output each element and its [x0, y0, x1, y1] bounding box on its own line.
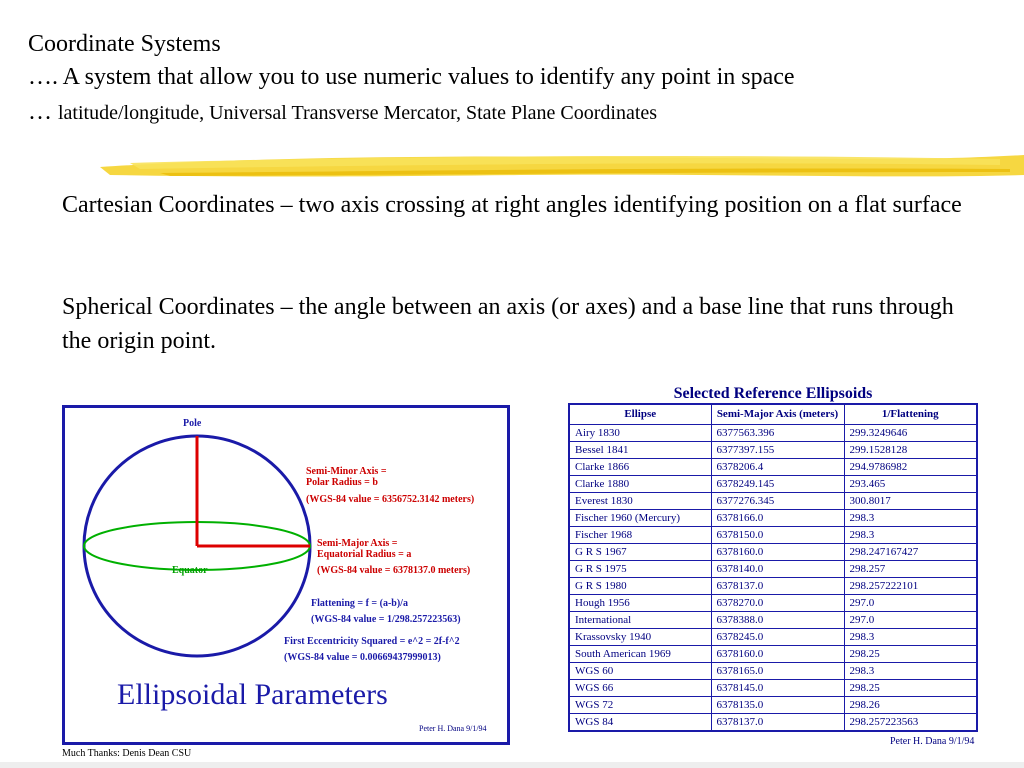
flattening-label: Flattening = f = (a-b)/a	[311, 598, 408, 609]
ellipse-name-cell: Hough 1956	[569, 595, 711, 612]
semi-major-cell: 6378165.0	[711, 663, 844, 680]
flattening-cell: 298.3	[844, 510, 977, 527]
table-row	[569, 595, 977, 612]
ellipse-name-cell: G R S 1975	[569, 561, 711, 578]
equator-label: Equator	[172, 565, 208, 576]
table-row	[569, 425, 977, 442]
flattening-cell: 297.0	[844, 612, 977, 629]
ellipse-name-cell: Clarke 1866	[569, 459, 711, 476]
flattening-cell: 298.3	[844, 663, 977, 680]
semi-minor-label-2: Polar Radius = b	[306, 477, 378, 488]
semi-major-cell: 6378166.0	[711, 510, 844, 527]
ellipse-name-cell: Airy 1830	[569, 425, 711, 442]
semi-major-cell: 6377397.155	[711, 442, 844, 459]
semi-major-cell: 6378150.0	[711, 527, 844, 544]
ellipse-name-cell: WGS 72	[569, 697, 711, 714]
slide-title: Coordinate Systems	[28, 31, 221, 57]
flattening-cell: 298.25	[844, 646, 977, 663]
spherical-paragraph: Spherical Coordinates – the angle between an axis (or axes) and a base line that runs through the origin point.	[62, 294, 954, 354]
table-row	[569, 527, 977, 544]
table-row	[569, 697, 977, 714]
semi-major-value: (WGS-84 value = 6378137.0 meters)	[317, 565, 471, 576]
semi-major-cell: 6378135.0	[711, 697, 844, 714]
ellipse-name-cell: G R S 1967	[569, 544, 711, 561]
examples-text: latitude/longitude, Universal Transverse Mercator, State Plane Coordinates	[58, 102, 658, 124]
flattening-cell: 298.257222101	[844, 578, 977, 595]
definition-line: …. A system that allow you to use numeric values to identify any point in space	[28, 64, 795, 90]
flattening-value: (WGS-84 value = 1/298.257223563)	[311, 614, 461, 625]
flattening-cell: 297.0	[844, 595, 977, 612]
ellipsoid-diagram	[62, 405, 510, 745]
table-row	[569, 544, 977, 561]
ellipse-name-cell: Everest 1830	[569, 493, 711, 510]
semi-minor-label-1: Semi-Minor Axis =	[306, 466, 387, 477]
semi-major-cell: 6378249.145	[711, 476, 844, 493]
footer-thanks: Much Thanks: Denis Dean CSU	[62, 748, 192, 759]
table-row	[569, 476, 977, 493]
flattening-cell: 298.3	[844, 527, 977, 544]
ellipse-name-cell: WGS 84	[569, 714, 711, 732]
ellipsoids-table-title: Selected Reference Ellipsoids	[673, 385, 873, 402]
ellipse-name-cell: Clarke 1880	[569, 476, 711, 493]
ellipse-name-cell: WGS 66	[569, 680, 711, 697]
semi-major-cell: 6377563.396	[711, 425, 844, 442]
semi-major-cell: 6378145.0	[711, 680, 844, 697]
semi-major-label-1: Semi-Major Axis =	[317, 538, 398, 549]
examples-line	[28, 98, 657, 129]
eccentricity-label: First Eccentricity Squared = e^2 = 2f-f^2	[284, 636, 460, 647]
diagram-title: Ellipsoidal Parameters	[117, 678, 388, 711]
eccentricity-value: (WGS-84 value = 0.00669437999013)	[284, 652, 441, 663]
flattening-cell: 294.9786982	[844, 459, 977, 476]
table-row	[569, 442, 977, 459]
table-credit: Peter H. Dana 9/1/94	[890, 736, 975, 747]
table-row	[569, 510, 977, 527]
semi-major-cell: 6378388.0	[711, 612, 844, 629]
ellipsoids-table	[568, 403, 978, 732]
table-body	[569, 425, 977, 732]
flattening-cell: 298.257223563	[844, 714, 977, 732]
ellipse-name-cell: WGS 60	[569, 663, 711, 680]
cartesian-paragraph: Cartesian Coordinates – two axis crossing at right angles identifying position on a flat surface	[62, 192, 962, 218]
table-row	[569, 561, 977, 578]
semi-major-cell: 6378137.0	[711, 578, 844, 595]
examples-prefix: …	[28, 99, 58, 125]
ellipse-name-cell: International	[569, 612, 711, 629]
table-row	[569, 578, 977, 595]
semi-major-cell: 6378160.0	[711, 544, 844, 561]
flattening-cell: 298.3	[844, 629, 977, 646]
flattening-cell: 298.25	[844, 680, 977, 697]
yellow-brush-stroke	[100, 145, 1024, 185]
semi-major-cell: 6378160.0	[711, 646, 844, 663]
flattening-cell: 298.247167427	[844, 544, 977, 561]
semi-major-cell: 6378270.0	[711, 595, 844, 612]
table-row	[569, 459, 977, 476]
table-row	[569, 680, 977, 697]
semi-major-cell: 6377276.345	[711, 493, 844, 510]
flattening-cell: 298.257	[844, 561, 977, 578]
table-row	[569, 663, 977, 680]
table-row	[569, 646, 977, 663]
header-semi-major: Semi-Major Axis (meters)	[711, 404, 844, 425]
header-flattening: 1/Flattening	[844, 404, 977, 425]
table-header-row	[569, 404, 977, 425]
ellipse-name-cell: Fischer 1968	[569, 527, 711, 544]
flattening-cell: 293.465	[844, 476, 977, 493]
flattening-cell: 299.1528128	[844, 442, 977, 459]
ellipse-name-cell: Fischer 1960 (Mercury)	[569, 510, 711, 527]
flattening-cell: 300.8017	[844, 493, 977, 510]
ellipse-name-cell: Krassovsky 1940	[569, 629, 711, 646]
pole-label: Pole	[183, 418, 202, 429]
ellipse-name-cell: South American 1969	[569, 646, 711, 663]
header-ellipse: Ellipse	[569, 404, 711, 425]
semi-minor-value: (WGS-84 value = 6356752.3142 meters)	[306, 494, 475, 505]
table-row	[569, 629, 977, 646]
diagram-credit: Peter H. Dana 9/1/94	[419, 724, 487, 733]
table-row	[569, 714, 977, 732]
ellipse-name-cell: Bessel 1841	[569, 442, 711, 459]
bottom-bar	[0, 762, 1024, 768]
semi-major-cell: 6378140.0	[711, 561, 844, 578]
flattening-cell: 299.3249646	[844, 425, 977, 442]
table-row	[569, 612, 977, 629]
semi-major-label-2: Equatorial Radius = a	[317, 549, 412, 560]
flattening-cell: 298.26	[844, 697, 977, 714]
semi-major-cell: 6378137.0	[711, 714, 844, 732]
semi-major-cell: 6378245.0	[711, 629, 844, 646]
semi-major-cell: 6378206.4	[711, 459, 844, 476]
ellipse-name-cell: G R S 1980	[569, 578, 711, 595]
table-row	[569, 493, 977, 510]
